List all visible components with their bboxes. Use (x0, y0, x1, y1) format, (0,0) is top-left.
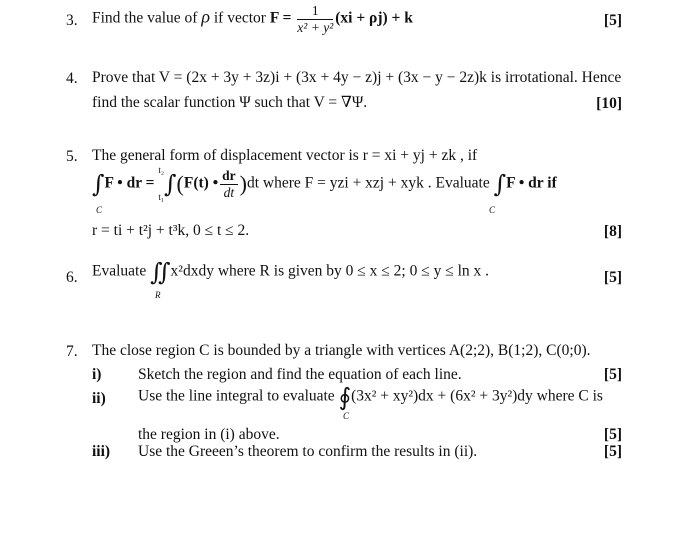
q7-i-roman: i) (92, 366, 102, 383)
q3-marks: [5] (603, 12, 622, 29)
q4-line2: find the scalar function Ψ such that V = ∇Ψ. (92, 94, 368, 111)
q3-text (92, 3, 413, 35)
q3-rhs: (xi + ρj) + k (335, 9, 413, 27)
q7-ii-text-a: Use the line integral to evaluate (138, 387, 335, 405)
q7-line1: The close region C is bounded by a triangle with vertices A(2;2), B(1;2), C(0;0). (92, 342, 591, 359)
q3-text-b: if vector (209, 9, 270, 27)
q7-number: 7. (66, 343, 78, 360)
paren-close: ) (239, 171, 247, 196)
q5-fraction (220, 168, 238, 200)
q3-text-a: Find the value of (92, 9, 202, 27)
q5-line2 (92, 166, 557, 202)
q6-sub-r: R (155, 290, 161, 300)
line-integral-icon-2: ∫ (493, 170, 507, 198)
contour-integral-icon: ∮ (338, 383, 352, 411)
q6-text (92, 260, 489, 284)
q7-ii-text-b: the region in (i) above. (138, 426, 280, 443)
q3-fraction (297, 3, 333, 35)
paren-open: ( (176, 171, 184, 196)
q5-line1: The general form of displacement vector is r = xi + yj + zk , if (92, 147, 478, 164)
q6-marks: [5] (603, 269, 622, 286)
q6-number: 6. (66, 269, 78, 286)
q5-paren-b: dt where F = yzi + xzj + xyk . Evaluate (246, 174, 490, 192)
q5-number: 5. (66, 148, 78, 165)
q7-ii-text (138, 383, 603, 411)
q5-sub-c-right: C (489, 205, 496, 215)
q6-integrand: x²dxdy where R is given by 0 ≤ x ≤ 2; 0 ≤ y ≤ ln x . (170, 262, 490, 280)
q7-ii-sub-c: C (343, 411, 350, 421)
q5-frac-bottom: dt (223, 184, 235, 200)
q7-ii-roman: ii) (92, 390, 106, 407)
line-integral-icon: ∫ (92, 170, 105, 198)
q5-frac-top: dr (222, 167, 236, 183)
q5-line3: r = ti + t²j + t³k, 0 ≤ t ≤ 2. (92, 222, 250, 239)
integral-icon: ∫ (164, 170, 177, 198)
q7-ii-integrand: (3x² + xy²)dx + (6x² + 3y²)dy where C is (351, 387, 603, 405)
q7-iii-marks: [5] (603, 443, 622, 460)
q5-int-lhs: F • dr = (104, 174, 155, 192)
q3-rho: ρ (201, 6, 210, 27)
double-integral-icon: ∬ (150, 258, 171, 286)
q3-frac-top: 1 (297, 3, 333, 20)
q5-paren-a: F(t) • (183, 174, 219, 192)
q6-text-a: Evaluate (92, 262, 147, 280)
q7-i-marks: [5] (603, 366, 622, 383)
q5-int-rhs: F • dr if (506, 174, 557, 192)
q3-number: 3. (66, 12, 78, 29)
q5-sub-c-left: C (96, 205, 103, 215)
q3-lhs: F = (269, 9, 296, 27)
q3-frac-bottom: x² + y² (297, 19, 334, 35)
q7-iii-text: Use the Greeen’s theorem to confirm the results in (ii). (138, 443, 478, 460)
q4-line1: Prove that V = (2x + 3y + 3z)i + (3x + 4y − z)j + (3x − y − 2z)k is irrotational. Hence (92, 69, 622, 86)
q5-lim-lower: t₁ (158, 192, 165, 202)
q5-lim-upper: t₂ (158, 165, 165, 175)
q7-iii-roman: iii) (92, 443, 111, 460)
q4-number: 4. (66, 70, 78, 87)
q7-i-text: Sketch the region and find the equation of each line. (138, 366, 462, 383)
q7-ii-marks: [5] (603, 426, 622, 443)
q5-marks: [8] (603, 223, 622, 240)
q4-marks: [10] (596, 95, 622, 112)
